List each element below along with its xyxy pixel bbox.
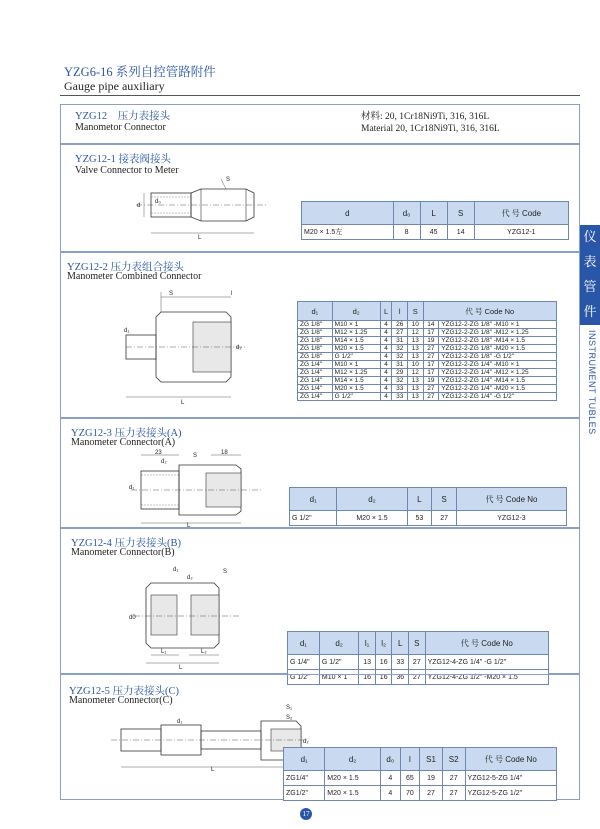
col-d0: d₀ (393, 202, 420, 225)
cell: YZG12-2-ZG 1/8" -M14 × 1.5 (439, 337, 557, 345)
cell: 27 (409, 655, 426, 670)
side-tab-char: 件 (583, 305, 597, 320)
cell: 16 (375, 655, 392, 670)
col-S2: S2 (442, 748, 465, 771)
cell: ZG 1/8" (298, 353, 333, 361)
cell: 53 (407, 511, 432, 526)
drawing-valve-connector (136, 175, 276, 245)
label-L: L (179, 665, 183, 669)
section-yzg12-3-title-zh: YZG12-3 压力表接头(A) (71, 428, 182, 439)
table-row (302, 225, 569, 240)
cell: 19 (423, 377, 439, 385)
cell: YZG12-5-ZG 1/4" (465, 771, 556, 786)
col-code: 代 号 Code No (456, 488, 566, 511)
col-l1: l₁ (359, 632, 376, 655)
label-L1: L₁ (161, 649, 167, 655)
table-row (298, 385, 557, 393)
cell: ZG 1/4" (298, 369, 333, 377)
cell: 27 (420, 786, 443, 801)
table-row (298, 321, 557, 329)
cell: 36 (392, 670, 409, 685)
cell: 27 (392, 329, 408, 337)
col-code: 代 号 Code No (465, 748, 556, 771)
cell: M14 × 1.5 (332, 377, 380, 385)
page-subtitle: Gauge pipe auxiliary (64, 79, 165, 93)
table-row (298, 361, 557, 369)
cell: M14 × 1.5 (332, 337, 380, 345)
cell: 16 (375, 670, 392, 685)
label-S2: S₂ (286, 715, 293, 721)
side-tab-char: 管 (583, 280, 597, 295)
cell: 4 (380, 385, 392, 393)
cell: YZG12-2-ZG 1/4" -G 1/2" (439, 393, 557, 401)
cell: YZG12-3 (456, 511, 566, 526)
material-zh: 材料: 20, 1Cr18Ni9Ti, 316, 316L (361, 112, 490, 122)
cell: 17 (423, 329, 439, 337)
label-l: l (231, 291, 233, 297)
cell: 17 (423, 361, 439, 369)
table-row (298, 329, 557, 337)
cell: 27 (423, 393, 439, 401)
side-tab (580, 225, 600, 325)
cell: ZG 1/4" (298, 385, 333, 393)
table-row (288, 655, 549, 670)
cell: 32 (392, 377, 408, 385)
cell: YZG12-2-ZG 1/8" -G 1/2" (439, 353, 557, 361)
cell: 4 (380, 337, 392, 345)
cell: 4 (380, 361, 392, 369)
cell: YZG12-2-ZG 1/4" -M10 × 1 (439, 361, 557, 369)
section-yzg12-2-title-zh: YZG12-2 压力表组合接头 (67, 262, 184, 273)
cell: 13 (408, 385, 424, 393)
page-number: 17 (300, 808, 312, 820)
cell: 29 (392, 369, 408, 377)
label-d0: d0 (129, 615, 136, 621)
cell: 27 (432, 511, 457, 526)
col-d0: d₀ (380, 748, 400, 771)
cell: 13 (408, 353, 424, 361)
cell: G 1/2" (332, 353, 380, 361)
table-row (298, 353, 557, 361)
cell: 45 (420, 225, 447, 240)
section-yzg12-1-title-en: Valve Connector to Meter (75, 165, 179, 176)
drawing-connector-a (121, 449, 271, 532)
cell: 27 (423, 353, 439, 361)
cell: 32 (392, 353, 408, 361)
cell: YZG12-5-ZG 1/2" (465, 786, 556, 801)
page-title: YZG6-16 系列自控管路附件 (64, 65, 216, 79)
col-S: S (408, 302, 424, 321)
section-yzg12-2 (60, 252, 580, 418)
cell: 27 (409, 670, 426, 685)
cell: 26 (392, 321, 408, 329)
cell: 31 (392, 361, 408, 369)
cell: M20 × 1.5 (332, 385, 380, 393)
col-code: 代 号 Code (474, 202, 568, 225)
cell: M20 × 1.5 (332, 345, 380, 353)
cell: ZG 1/4" (298, 361, 333, 369)
section-yzg12-title-en: Manometor Connector (75, 122, 166, 133)
drawing-connector-c (111, 701, 311, 776)
table-row (298, 377, 557, 385)
cell: G 1/2" (288, 670, 320, 685)
section-yzg12-3-title-en: Manometer Connector(A) (71, 437, 176, 448)
cell: 14 (423, 321, 439, 329)
col-l2: l₂ (375, 632, 392, 655)
cell: 4 (380, 345, 392, 353)
cell: 10 (408, 321, 424, 329)
cell: M12 × 1.25 (332, 369, 380, 377)
section-yzg12-4-title-zh: YZG12-4 压力表接头(B) (71, 538, 181, 549)
cell: 13 (408, 345, 424, 353)
table-yzg12-3 (289, 487, 567, 526)
col-S: S (432, 488, 457, 511)
col-S: S (447, 202, 474, 225)
col-S1: S1 (420, 748, 443, 771)
section-yzg12-5 (60, 674, 580, 800)
label-S1: S₁ (286, 705, 293, 711)
col-l: l (400, 748, 420, 771)
cell: 27 (442, 771, 465, 786)
cell: YZG12-2-ZG 1/4" -M12 × 1.25 (439, 369, 557, 377)
cell: 4 (380, 353, 392, 361)
section-yzg12-4-title-en: Manometer Connector(B) (71, 547, 175, 558)
col-d2: d₂ (325, 748, 381, 771)
col-d1: d₁ (284, 748, 325, 771)
table-row (298, 393, 557, 401)
col-d2: d₂ (337, 488, 407, 511)
cell: 27 (423, 345, 439, 353)
cell: 13 (359, 655, 376, 670)
label-L: L (187, 523, 191, 527)
cell: ZG1/2" (284, 786, 325, 801)
col-d1: d₁ (288, 632, 320, 655)
col-l: l (392, 302, 408, 321)
col-L: L (407, 488, 432, 511)
cell: 13 (408, 337, 424, 345)
drawing-connector-b (129, 561, 249, 674)
label-S: S (226, 177, 231, 183)
header-rule (60, 95, 580, 96)
cell: 33 (392, 655, 409, 670)
table-row (284, 771, 557, 786)
cell: 27 (442, 786, 465, 801)
cell: M20 × 1.5 (337, 511, 407, 526)
cell: 16 (359, 670, 376, 685)
cell: YZG12-2-ZG 1/8" -M20 × 1.5 (439, 345, 557, 353)
cell: ZG 1/4" (298, 377, 333, 385)
label-L: L (181, 400, 185, 406)
cell: 14 (447, 225, 474, 240)
label-23: 23 (155, 450, 162, 456)
label-d2: d₂ (187, 575, 193, 581)
cell: 4 (380, 393, 392, 401)
label-d1: d₁ (177, 719, 183, 725)
col-d2: d₂ (332, 302, 380, 321)
section-yzg12-2-title-en: Manometer Combined Connector (67, 271, 202, 282)
table-yzg12-2 (297, 301, 557, 401)
label-L: L (198, 235, 202, 240)
cell: 70 (400, 786, 420, 801)
col-d2: d₂ (319, 632, 359, 655)
cell: 32 (392, 345, 408, 353)
cell: ZG 1/8" (298, 321, 333, 329)
cell: ZG1/4" (284, 771, 325, 786)
cell: YZG12-2-ZG 1/8" -M10 × 1 (439, 321, 557, 329)
cell: 8 (393, 225, 420, 240)
section-yzg12-title-zh: 压力表接头 (117, 111, 171, 122)
cell: 12 (408, 329, 424, 337)
col-L: L (380, 302, 392, 321)
table-row (298, 369, 557, 377)
section-yzg12-5-title-zh: YZG12-5 压力表接头(C) (69, 686, 179, 697)
section-yzg12-4 (60, 528, 580, 681)
cell: G 1/2" (332, 393, 380, 401)
cell: 4 (380, 329, 392, 337)
cell: 10 (408, 361, 424, 369)
cell: ZG 1/8" (298, 329, 333, 337)
cell: G 1/4" (288, 655, 320, 670)
cell: M20 × 1.5左 (302, 225, 394, 240)
cell: G 1/2" (319, 655, 359, 670)
cell: ZG 1/4" (298, 393, 333, 401)
cell: YZG12-2-ZG 1/4" -M20 × 1.5 (439, 385, 557, 393)
table-row (284, 786, 557, 801)
col-d1: d₁ (290, 488, 337, 511)
col-code: 代 号 Code No (425, 632, 548, 655)
col-S: S (409, 632, 426, 655)
side-tab-english: INSTRUMENT TUBLES (587, 330, 597, 435)
section-yzg12-3 (60, 418, 580, 528)
cell: 19 (420, 771, 443, 786)
cell: M10 × 1 (319, 670, 359, 685)
cell: 13 (408, 393, 424, 401)
label-L: L (211, 767, 215, 771)
label-d1: d₁ (124, 328, 130, 334)
col-d1: d₁ (298, 302, 333, 321)
side-tab-char: 表 (583, 255, 597, 270)
col-L: L (420, 202, 447, 225)
table-row (298, 337, 557, 345)
section-yzg12 (60, 104, 580, 144)
side-tab-char: 仪 (583, 230, 597, 245)
section-yzg12-1-title-zh: YZG12-1 接表阀接头 (75, 154, 171, 165)
material-en: Material 20, 1Cr18Ni9Ti, 316, 316L (361, 124, 500, 134)
cell: 4 (380, 321, 392, 329)
section-yzg12-title (75, 108, 170, 123)
section-yzg12-5-title-en: Manometer Connector(C) (69, 695, 173, 706)
label-L2: L₂ (201, 649, 207, 655)
label-d1: d₁ (173, 567, 179, 573)
cell: 4 (380, 771, 400, 786)
label-d1: d₁ (129, 485, 135, 491)
cell: YZG12-4-ZG 1/2" -M20 × 1.5 (425, 670, 548, 685)
table-row (290, 511, 567, 526)
cell: YZG12-1 (474, 225, 568, 240)
label-d0: d₀ (155, 199, 161, 205)
cell: 27 (423, 385, 439, 393)
col-d: d (302, 202, 394, 225)
label-18: 18 (221, 450, 228, 456)
cell: M20 × 1.5 (325, 786, 381, 801)
label-d2: d₂ (236, 345, 242, 351)
cell: 33 (392, 385, 408, 393)
label-S: S (193, 453, 198, 459)
cell: 4 (380, 377, 392, 385)
cell: 65 (400, 771, 420, 786)
cell: M10 × 1 (332, 361, 380, 369)
cell: M20 × 1.5 (325, 771, 381, 786)
cell: M12 × 1.25 (332, 329, 380, 337)
cell: 12 (408, 369, 424, 377)
cell: YZG12-2-ZG 1/4" -M14 × 1.5 (439, 377, 557, 385)
label-d: d (137, 203, 141, 209)
cell: ZG 1/8" (298, 345, 333, 353)
cell: M10 × 1 (332, 321, 380, 329)
cell: 4 (380, 786, 400, 801)
cell: YZG12-4-ZG 1/4" -G 1/2" (425, 655, 548, 670)
label-S: S (223, 569, 228, 575)
cell: YZG12-2-ZG 1/8" -M12 × 1.25 (439, 329, 557, 337)
label-S: S (169, 291, 174, 297)
label-d2: d₂ (303, 739, 309, 745)
label-d2: d₂ (161, 459, 167, 465)
cell: 33 (392, 393, 408, 401)
table-row (298, 345, 557, 353)
col-code: 代 号 Code No (423, 302, 556, 321)
table-yzg12-5 (283, 747, 557, 801)
drawing-combined-connector (121, 287, 251, 412)
table-yzg12-1 (301, 201, 569, 240)
cell: 31 (392, 337, 408, 345)
section-yzg12-code: YZG12 (75, 111, 108, 122)
cell: ZG 1/8" (298, 337, 333, 345)
section-yzg12-1 (60, 144, 580, 252)
cell: G 1/2" (290, 511, 337, 526)
cell: 4 (380, 369, 392, 377)
cell: 13 (408, 377, 424, 385)
col-L: L (392, 632, 409, 655)
cell: 19 (423, 337, 439, 345)
cell: 17 (423, 369, 439, 377)
